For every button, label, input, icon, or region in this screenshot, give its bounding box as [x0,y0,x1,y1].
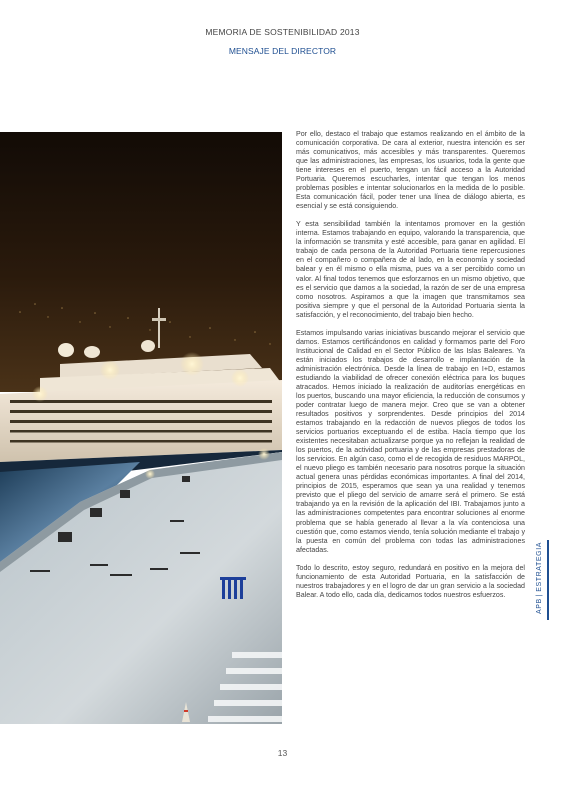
section-side-tab [534,540,550,620]
body-paragraph: Por ello, destaco el trabajo que estamos realizando en el ámbito de la comunicación corporativa. De cara al exterior, nuestra intención es ser más comunicativos, más accesibles y más transparentes. Queremos que las administraciones, las empresas, los usuarios, toda la gente que tiene intereses en el puerto, tengan un fácil acceso a la Autoridad Portuaria. Queremos escucharles, intentar que tengan los menos problemas posibles e intentar solucionarlos en la medida de lo posible. Esta comunicación fácil, poder tener una línea de diálogo abierta, es esencial y se está consiguiendo. [296,130,525,211]
page-number: 13 [277,748,288,758]
body-paragraph: Todo lo descrito, estoy seguro, redundará en positivo en la mejora del funcionamiento de esta Autoridad Portuaria, en la satisfacción de nuestros trabajadores y en el logro de dar un gran servicio a la sociedad Balear. A todo ello, cada día, dedicamos todos nuestros esfuerzos. [296,563,525,599]
side-tab-section: ESTRATEGIA [536,541,543,592]
body-paragraph: Y esta sensibilidad también la intentamos promover en la gestión interna. Estamos trabajando en equipo, valorando la transparencia, que la información se transmita y esté accesible, para ganar en agilidad. El trabajo de cada persona de la Autoridad Portuaria tiene repercusiones en el compañero o compañera de al lado, en la economía y sociedad balear y en él mismo o ella misma, pues va a ser percibido como un valor. Al final todos tenemos que esforzarnos en un mismo objetivo, que es el servicio que damos a la sociedad, la razón de ser de una empresa como nosotros. Aspiramos a que la imagen que transmitamos sea positiva siempre y que el personal de la Autoridad Portuaria sienta la satisfacción, y el reconocimiento, del trabajo bien hecho. [296,220,525,319]
side-tab-label: APB|ESTRATEGIA [536,541,543,615]
body-paragraph: Estamos impulsando varias iniciativas buscando mejorar el servicio que damos. Estamos certificándonos en calidad y formamos parte del Foro Institucional de Calidad en el Sector Público de las Islas Baleares. Ya están iniciados los trabajos de desarrollo e implantación de la administración electrónica. Desde la línea de trabajo en I+D, estamos estudiando la viabilidad de ofrecer conexión eléctrica para los buques atracados. Hemos iniciado la realización de auditorías energéticas en los puertos, buscando una mayor eficiencia, la reducción de consumos y poder contratar luego de manera mejor. Creo que se van a obtener resultados positivos y sorprendentes. Desde principios del 2014 estamos trabajando en la redacción de nuevos pliegos de todos los servicios portuarios exceptuando el de estiba. Hacía tiempo que los existentes necesitaban actualizarse porque ya no reflejan la realidad de los puertos, de la actividad portuaria y de las empresas prestadoras de los servicios. En algún caso, como el de recogida de residuos MARPOL, el nuevo pliego es también necesario para nosotros porque la situación actual genera unas pérdidas económicas importantes. A final del 2014, principios de 2015, esperamos que sean ya una realidad y tenemos previsto que el pliego del servicio de amarre será el primero. Se está trabajando ya en la revisión de la aplicación del IBI. Trabajamos junto a las administraciones competentes para encontrar soluciones al enorme problema que se había generado al llevar a la vía contenciosa una cuestión que, como estamos viendo, tenía solución mediante el trabajo y la puesta en común del problema con todas las administraciones afectadas. [296,328,525,554]
director-message-body [296,130,525,608]
port-night-photo [0,132,282,724]
section-title: MENSAJE DEL DIRECTOR [228,46,337,56]
side-tab-org: APB [536,598,543,615]
document-title: MEMORIA DE SOSTENIBILIDAD 2013 [205,27,360,37]
